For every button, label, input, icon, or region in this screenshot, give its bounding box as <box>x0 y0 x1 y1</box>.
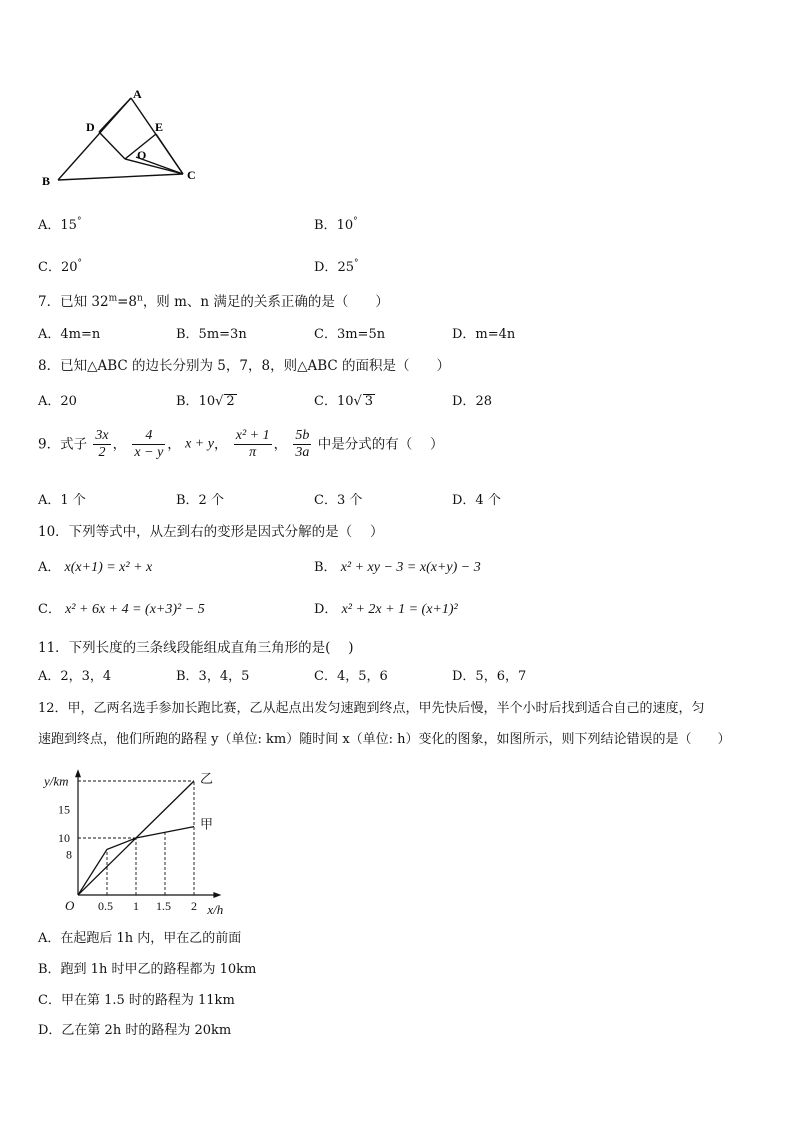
degree-unit: ° <box>353 258 359 269</box>
label-C: C <box>187 168 196 182</box>
option-letter: D． <box>314 602 338 617</box>
option-value: 10 <box>336 218 354 233</box>
x-tick-label: 1.5 <box>156 899 171 913</box>
option-letter: C． <box>38 602 61 617</box>
q9-option-d[interactable]: D．4 个 <box>452 493 501 508</box>
y-tick-label: 15 <box>58 802 70 817</box>
option-value: 15 <box>60 218 77 233</box>
q11-option-b[interactable]: B．3，4，5 <box>176 669 250 684</box>
denominator: x − y <box>134 445 164 460</box>
separator: ， <box>112 436 127 453</box>
fraction-x2-plus-1-over-pi <box>234 428 272 461</box>
numerator: 5b <box>295 428 310 443</box>
q9-stem <box>38 428 444 461</box>
x-axis-label: x/h <box>207 902 224 917</box>
q10-option-b[interactable] <box>314 556 481 576</box>
y-axis-label: y/km <box>44 773 69 789</box>
distance-time-chart <box>36 758 246 920</box>
label-D: D <box>86 120 95 134</box>
numerator: 3x <box>95 428 109 443</box>
separator: ， <box>273 436 288 453</box>
option-letter: D． <box>314 260 338 275</box>
q8-option-a[interactable] <box>38 390 77 409</box>
q11-stem: 11．下列长度的三条线段能组成直角三角形的是( ) <box>38 640 354 656</box>
q6-option-d[interactable] <box>314 256 358 275</box>
triangle-figure <box>36 84 216 190</box>
q7-stem-prefix: 7．已知 32 <box>38 294 109 310</box>
option-coef: 10 <box>198 394 216 409</box>
numerator: x² + 1 <box>235 428 270 443</box>
q8-option-b[interactable] <box>176 390 237 409</box>
option-value: 25 <box>337 260 354 275</box>
option-expr: x(x+1) = x² + x <box>64 560 153 575</box>
option-letter: A． <box>38 560 61 575</box>
q12-option-d[interactable]: D．乙在第 2h 时的路程为 20km <box>38 1023 232 1038</box>
y-tick-label: 8 <box>66 847 72 862</box>
q9-option-a[interactable]: A．1 个 <box>38 493 86 508</box>
option-letter: A． <box>38 394 61 409</box>
q9-option-c[interactable]: C．3 个 <box>314 493 363 508</box>
y-axis-arrow-icon <box>75 769 81 777</box>
option-expr: x² + 2x + 1 = (x+1)² <box>341 602 458 617</box>
denominator: π <box>249 445 257 460</box>
option-value: 28 <box>475 394 492 409</box>
q7-option-d[interactable]: D．m=4n <box>452 327 516 342</box>
option-letter: A． <box>38 218 61 233</box>
q8-option-c[interactable] <box>314 390 375 409</box>
label-E: E <box>155 120 164 134</box>
fraction-3x-over-2 <box>93 428 110 461</box>
radicand: 2 <box>226 394 235 409</box>
degree-unit: ° <box>76 216 82 227</box>
x-tick-label: 2 <box>191 899 197 913</box>
option-letter: C． <box>38 260 61 275</box>
sqrt-icon: √ <box>215 394 224 409</box>
fraction-4-over-x-minus-y <box>132 428 165 461</box>
q12-stem-line2: 速跑到终点，他们所跑的路程 y（单位: km）随时间 x（单位: h）变化的图象，如图所示，则下列结论错误的是（ ） <box>38 732 731 747</box>
q8-option-d[interactable] <box>452 390 492 409</box>
series-label: 甲 <box>200 817 214 833</box>
radicand: 3 <box>364 394 374 409</box>
origin-label: O <box>65 898 75 913</box>
q10-stem: 10．下列等式中，从左到右的变形是因式分解的是（ ） <box>38 524 384 540</box>
q6-option-b[interactable] <box>314 214 358 233</box>
q6-option-a[interactable] <box>38 214 81 233</box>
q9-option-b[interactable]: B．2 个 <box>176 493 224 508</box>
x-tick-label: 0.5 <box>98 899 113 913</box>
option-coef: 10 <box>336 394 354 409</box>
q8-stem: 8．已知△ABC 的边长分别为 5，7，8，则△ABC 的面积是（ ） <box>38 358 450 374</box>
option-letter: C． <box>314 394 337 409</box>
q11-option-c[interactable]: C．4，5，6 <box>314 669 388 684</box>
q12-stem-line1: 12．甲，乙两名选手参加长跑比赛，乙从起点出发匀速跑到终点，甲先快后慢，半个小时后找到适合自己的速度，匀 <box>38 701 705 716</box>
q7-stem <box>38 290 389 310</box>
option-value: 20 <box>60 260 78 275</box>
denominator: 2 <box>98 445 106 460</box>
q12-option-b[interactable]: B．跑到 1h 时甲乙的路程都为 10km <box>38 962 257 977</box>
q11-option-d[interactable]: D．5，6，7 <box>452 669 527 684</box>
series-label: 乙 <box>200 772 214 787</box>
q7-option-b[interactable]: B．5m=3n <box>176 327 247 342</box>
expr-x-plus-y: x + y <box>185 436 214 452</box>
q7-exp-m: m <box>108 293 118 304</box>
q10-option-a[interactable] <box>38 556 152 576</box>
q10-option-c[interactable] <box>38 598 205 618</box>
q9-suffix: 中是分式的有（ ） <box>317 436 444 453</box>
x-tick-label: 1 <box>133 899 139 913</box>
option-letter: D． <box>452 394 476 409</box>
option-expr: x² + 6x + 4 = (x+3)² − 5 <box>65 602 205 617</box>
option-letter: B． <box>314 560 337 575</box>
q7-exp-n: n <box>137 293 143 304</box>
label-B: B <box>42 174 51 188</box>
q12-option-a[interactable]: A．在起跑后 1h 内，甲在乙的前面 <box>38 931 242 946</box>
sqrt-icon: √ <box>353 394 362 409</box>
x-axis-arrow-icon <box>213 892 221 898</box>
option-value: 20 <box>60 394 77 409</box>
option-letter: B． <box>176 394 199 409</box>
label-O: O <box>137 148 147 162</box>
degree-unit: ° <box>353 216 358 227</box>
numerator: 4 <box>132 428 165 445</box>
separator: ， <box>213 436 228 453</box>
option-letter: B． <box>314 218 337 233</box>
separator: ， <box>167 436 181 453</box>
q11-option-a[interactable]: A．2，3，4 <box>38 669 112 684</box>
q9-prefix: 9．式子 <box>38 436 88 453</box>
denominator: 3a <box>295 445 310 460</box>
q12-option-c[interactable]: C．甲在第 1.5 时的路程为 11km <box>38 993 235 1008</box>
degree-unit: ° <box>77 258 82 269</box>
q7-option-c[interactable]: C．3m=5n <box>314 327 386 342</box>
fraction-5b-over-3a <box>293 428 311 461</box>
q6-option-c[interactable] <box>38 256 82 275</box>
label-A: A <box>133 87 142 101</box>
y-tick-label: 10 <box>58 831 70 845</box>
q7-stem-mid: =8 <box>117 294 138 310</box>
q7-stem-suffix: ，则 m、n 满足的关系正确的是（ ） <box>142 294 389 310</box>
q10-option-d[interactable] <box>314 598 458 618</box>
q7-option-a[interactable]: A．4m=n <box>38 327 101 342</box>
option-expr: x² + xy − 3 = x(x+y) − 3 <box>340 560 481 575</box>
